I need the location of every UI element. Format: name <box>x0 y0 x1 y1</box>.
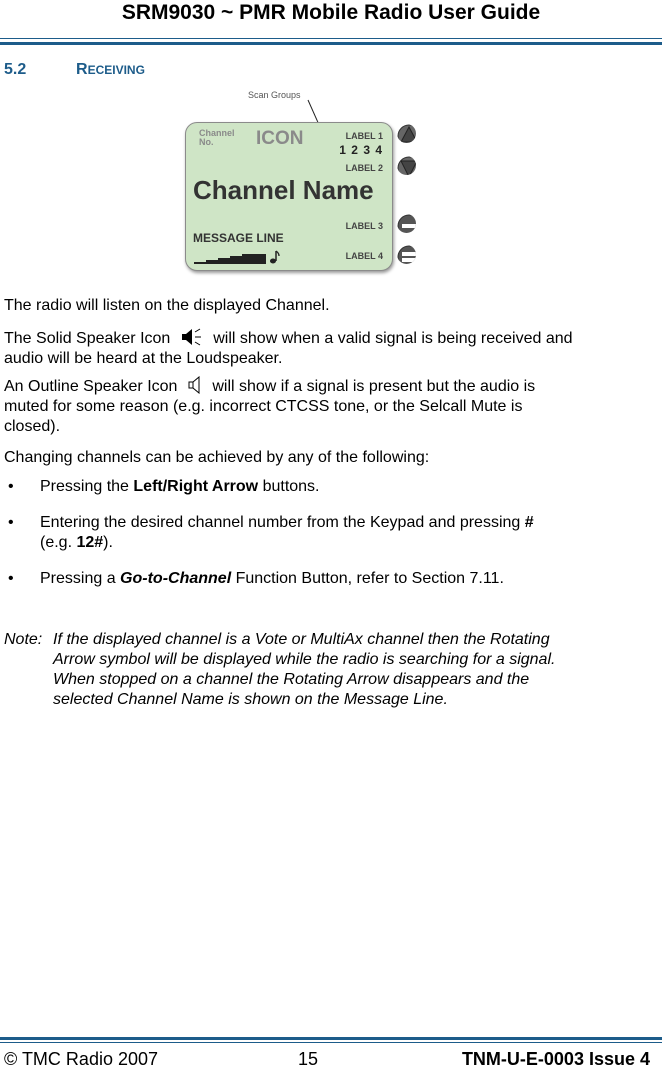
p3-text-c: muted for some reason (e.g. incorrect CTCSS tone, or the Selcall Mute is <box>4 398 523 415</box>
note-line-4: selected Channel Name is shown on the Message Line. <box>53 691 448 708</box>
b2-bold-example: 12# <box>76 534 104 551</box>
message-line: MESSAGE LINE <box>193 231 284 245</box>
note-label: Note: <box>4 631 43 648</box>
section-title-rest: ECEIVING <box>87 63 145 77</box>
down-arrow-button-icon <box>397 156 416 175</box>
b2-pre: Entering the desired channel number from the Keypad and pressing <box>40 514 525 531</box>
label-4: LABEL 4 <box>345 251 383 261</box>
label-1: LABEL 1 <box>345 131 383 141</box>
music-note-icon <box>269 249 281 265</box>
b1-post: buttons. <box>258 478 320 495</box>
footer-rule-thick <box>0 1037 662 1040</box>
page-header-title: SRM9030 ~ PMR Mobile Radio User Guide <box>121 1 541 24</box>
minus-button-icon <box>397 214 416 233</box>
b2-eg: (e.g. <box>40 534 77 551</box>
icon-placeholder: ICON <box>256 128 304 149</box>
header-rule-thick <box>0 42 662 45</box>
bullet-dot: • <box>8 514 14 531</box>
p3-text-b: will show if a signal is present but the audio is <box>212 378 536 395</box>
section-title-initial: R <box>76 61 88 78</box>
solid-speaker-icon <box>179 328 205 346</box>
b3-bold-italic: Go-to-Channel <box>120 570 232 587</box>
b1-bold: Left/Right Arrow <box>133 478 259 495</box>
p3-text-a: An Outline Speaker Icon <box>4 378 178 395</box>
signal-strength-icon <box>194 251 274 265</box>
b3-pre: Pressing a <box>40 570 121 587</box>
footer-page-number: 15 <box>298 1049 319 1069</box>
up-arrow-button-icon <box>397 124 416 143</box>
note-line-1: If the displayed channel is a Vote or MultiAx channel then the Rotating <box>53 631 550 648</box>
header-rule-thin <box>0 38 662 39</box>
outline-speaker-icon <box>186 376 204 394</box>
footer-doc-id: TNM-U-E-0003 Issue 4 <box>461 1049 650 1069</box>
footer-rule-thin <box>0 1042 662 1043</box>
p3-text-d: closed). <box>4 418 61 435</box>
label-3: LABEL 3 <box>345 221 383 231</box>
b3-post: Function Button, refer to Section 7.11. <box>231 570 504 587</box>
label-2: LABEL 2 <box>345 163 383 173</box>
b2-bold-hash: # <box>524 514 534 531</box>
b1-pre: Pressing the <box>40 478 134 495</box>
channel-name: Channel Name <box>193 175 374 205</box>
bullet-dot: • <box>8 570 14 587</box>
lcd-screen <box>185 122 393 271</box>
scan-groups-callout: Scan Groups <box>248 90 301 100</box>
channel-no-label: Channel No. <box>199 128 235 147</box>
equals-button-icon <box>397 245 416 264</box>
paragraph-listen: The radio will listen on the displayed Channel. <box>4 297 330 314</box>
p2-text-a: The Solid Speaker Icon <box>4 330 171 347</box>
note-line-2: Arrow symbol will be displayed while the radio is searching for a signal. <box>53 651 556 668</box>
p2-text-b: will show when a valid signal is being received and <box>213 330 573 347</box>
footer-copyright: © TMC Radio 2007 <box>4 1049 159 1069</box>
paragraph-changing-channels: Changing channels can be achieved by any of the following: <box>4 449 430 466</box>
p2-text-c: audio will be heard at the Loudspeaker. <box>4 350 283 367</box>
section-heading <box>4 61 145 79</box>
scan-group-numbers: 1 2 3 4 <box>339 143 383 157</box>
b2-post: ). <box>103 534 113 551</box>
radio-display-diagram <box>185 86 425 276</box>
paragraph-outline-speaker <box>4 376 535 437</box>
paragraph-solid-speaker <box>4 328 573 369</box>
note-line-3: When stopped on a channel the Rotating Arrow disappears and the <box>53 671 530 688</box>
section-number: 5.2 <box>4 61 27 78</box>
note-body <box>53 630 653 710</box>
bullet-dot: • <box>8 478 14 495</box>
